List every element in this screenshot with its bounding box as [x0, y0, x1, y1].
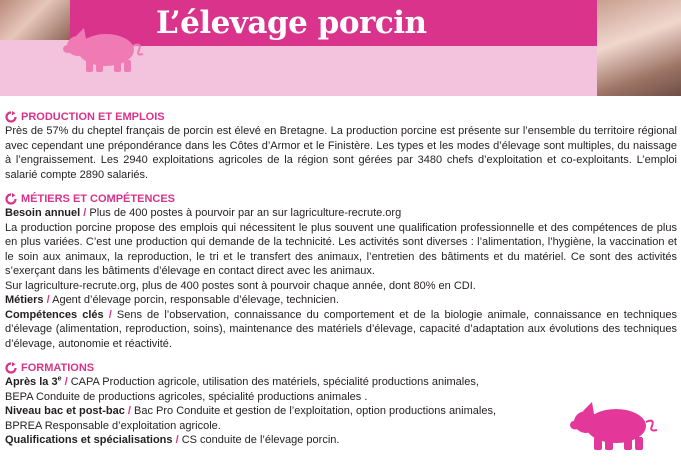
apres-line: [5, 375, 677, 390]
qualif-text: CS conduite de l’élevage porcin.: [181, 434, 340, 446]
apres-text-2: BEPA Conduite de productions agricoles, spécialité productions animales .: [5, 390, 368, 403]
section-heading-production: [5, 110, 677, 124]
separator: /: [127, 405, 131, 417]
apres-text-1: CAPA Production agricole, utilisation des matériels, spécialité productions animales,: [70, 376, 479, 388]
besoin-line: [5, 206, 677, 221]
besoin-text: Plus de 400 postes à pourvoir par an sur lagriculture-recrute.org: [89, 207, 402, 219]
metiers-text: Agent d’élevage porcin, responsable d’élevage, technicien.: [52, 294, 339, 306]
heading-text: MÉTIERS ET COMPÉTENCES: [21, 193, 176, 205]
banner-light-band: [70, 46, 597, 96]
apres-label: Après la 3e: [5, 375, 62, 388]
circular-arrow-icon: [5, 111, 17, 123]
separator: /: [175, 434, 179, 446]
header-banner: [0, 0, 681, 96]
pig-photo-left: [0, 0, 70, 40]
separator: /: [64, 376, 68, 388]
page-title: L’élevage porcin: [156, 5, 427, 41]
banner-light-left: [0, 40, 70, 96]
competences-label: Compétences clés: [5, 308, 104, 321]
heading-text: FORMATIONS: [21, 362, 95, 374]
piglets-photo-right: [597, 0, 681, 96]
pig-icon: [62, 20, 148, 76]
circular-arrow-icon: [5, 193, 17, 205]
metiers-description: La production porcine propose des emplois qui nécessitent le plus souvent une qualification professionnelle et des compétences de plus en plus variées. C’est une production qui demande de la technicité. Les activités sont diverses : l’alimentation, l’hygiène, la vaccination et le soin aux animaux, la reproduction, le tri et le transfert des animaux, l’entretien des bâtiments et du matériel. Ce sont des activités s’exerçant dans les bâtiments d’élevage en contact direct avec les animaux.: [5, 221, 677, 277]
metiers-line: [5, 293, 677, 308]
separator: /: [108, 308, 112, 321]
section-metiers: [5, 192, 677, 351]
section-production: [5, 110, 677, 182]
niveau-label: Niveau bac et post-bac: [5, 405, 125, 417]
heading-text: PRODUCTION ET EMPLOIS: [21, 111, 165, 123]
competences-line: [5, 308, 677, 352]
section-heading-formations: [5, 361, 677, 375]
niveau-text-2: BPREA Responsable d’exploitation agricole.: [5, 419, 221, 432]
recrute-line: Sur lagriculture-recrute.org, plus de 400 postes sont à pourvoir chaque année, dont 80% en CDI.: [5, 279, 476, 292]
besoin-label: Besoin annuel: [5, 207, 81, 219]
competences-text: Sens de l’observation, connaissance du comportement et de la biologie animale, connaissance en techniques d’élevage (alimentation, reproduction, soins), maintenance des matériels d’élevage, capacité d’adaptation aux évolutions des techniques d’élevage, autonomie et réactivité.: [5, 308, 678, 350]
circular-arrow-icon: [5, 362, 17, 374]
section-heading-metiers: [5, 192, 677, 206]
pig-icon-bottom: [566, 396, 662, 454]
qualif-label: Qualifications et spécialisations: [5, 434, 173, 446]
metiers-label: Métiers: [5, 294, 44, 306]
production-paragraph: Près de 57% du cheptel français de porcin est élevé en Bretagne. La production porcine est présente sur l’ensemble du territoire régional avec cependant une prépondérance dans les Côtes d’Armor et le Finistère. Les types et les modes d’élevage sont multiples, du naissage à l’engraissement. Les 2940 exploitations agricoles de la région sont gérées par 3480 chefs d’exploitation et co-exploitants. L’emploi salarié compte 2890 salariés.: [5, 125, 677, 181]
separator: /: [83, 207, 87, 219]
separator: /: [46, 294, 50, 306]
niveau-text-1: Bac Pro Conduite et gestion de l’exploitation, option productions animales,: [134, 405, 497, 417]
